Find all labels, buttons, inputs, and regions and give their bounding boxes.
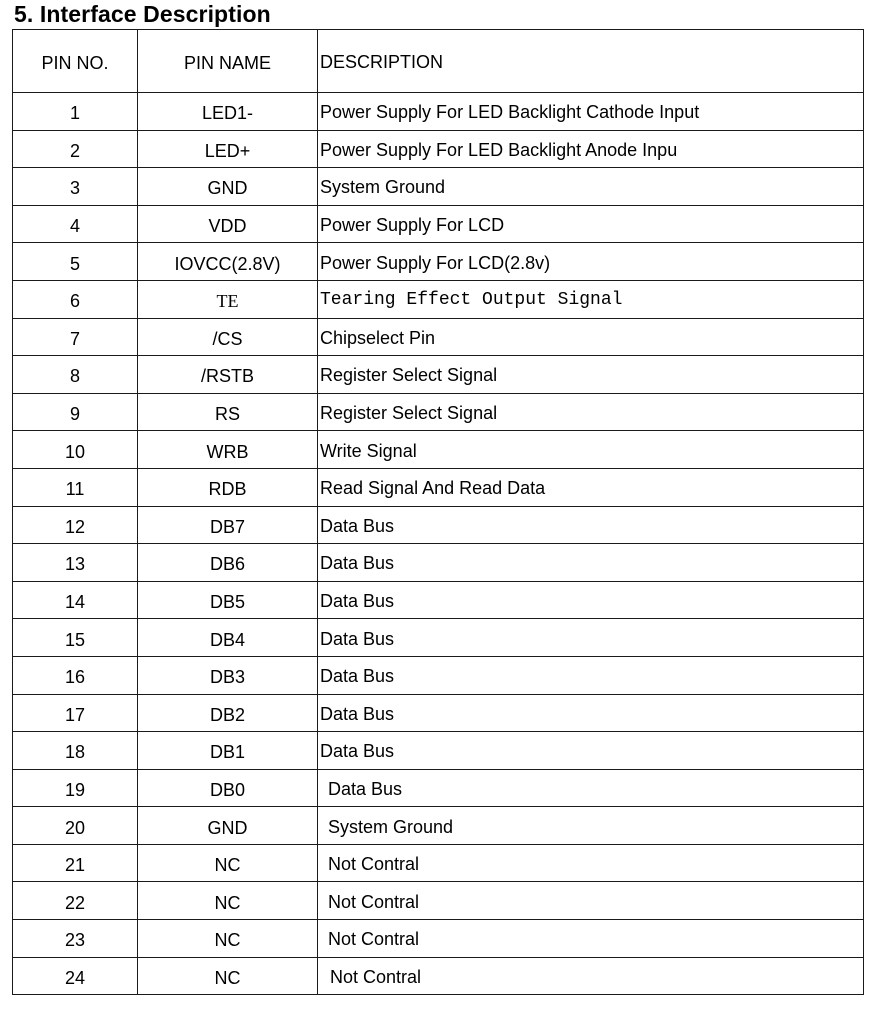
pin-name-cell: GND — [138, 807, 318, 845]
pin-number-cell: 4 — [13, 205, 138, 243]
pin-number-cell: 24 — [13, 957, 138, 995]
pin-description-cell: Not Contral — [318, 920, 864, 958]
pin-name-cell: LED+ — [138, 130, 318, 168]
pin-name-cell: NC — [138, 882, 318, 920]
pin-name-cell: NC — [138, 920, 318, 958]
pin-number-cell: 3 — [13, 168, 138, 206]
table-header-row — [13, 30, 864, 93]
pin-description-cell: System Ground — [318, 168, 864, 206]
pin-name-cell: RS — [138, 393, 318, 431]
pin-description-cell: Chipselect Pin — [318, 318, 864, 356]
section-title: 5. Interface Description — [14, 1, 271, 27]
pin-description-cell: Power Supply For LED Backlight Cathode Input — [318, 93, 864, 131]
table-row — [13, 732, 864, 770]
pin-number-cell: 20 — [13, 807, 138, 845]
pin-name-cell: NC — [138, 957, 318, 995]
table-row — [13, 619, 864, 657]
pin-name-cell: WRB — [138, 431, 318, 469]
pin-name-cell: IOVCC(2.8V) — [138, 243, 318, 281]
pin-name-cell: DB0 — [138, 769, 318, 807]
table-row — [13, 844, 864, 882]
pin-description-cell: Data Bus — [318, 769, 864, 807]
header-description: DESCRIPTION — [318, 30, 864, 93]
pin-number-cell: 12 — [13, 506, 138, 544]
pin-name-cell: VDD — [138, 205, 318, 243]
pin-number-cell: 16 — [13, 656, 138, 694]
pin-number-cell: 23 — [13, 920, 138, 958]
table-row — [13, 468, 864, 506]
table-row — [13, 205, 864, 243]
pin-name-cell: DB1 — [138, 732, 318, 770]
pin-number-cell: 21 — [13, 844, 138, 882]
pin-description-cell: Data Bus — [318, 694, 864, 732]
table-row — [13, 243, 864, 281]
pin-name-cell: GND — [138, 168, 318, 206]
pin-description-cell: Data Bus — [318, 581, 864, 619]
table-row — [13, 393, 864, 431]
pin-number-cell: 2 — [13, 130, 138, 168]
table-row — [13, 280, 864, 318]
pin-number-cell: 5 — [13, 243, 138, 281]
pin-name-cell: DB6 — [138, 544, 318, 582]
table-row — [13, 769, 864, 807]
table-row — [13, 544, 864, 582]
table-row — [13, 656, 864, 694]
pin-description-cell: Write Signal — [318, 431, 864, 469]
pin-name-cell: RDB — [138, 468, 318, 506]
pin-number-cell: 22 — [13, 882, 138, 920]
pin-name-cell: LED1- — [138, 93, 318, 131]
table-row — [13, 168, 864, 206]
pin-description-cell: Read Signal And Read Data — [318, 468, 864, 506]
pin-number-cell: 10 — [13, 431, 138, 469]
pin-name-cell: NC — [138, 844, 318, 882]
pin-name-cell: /CS — [138, 318, 318, 356]
table-row — [13, 431, 864, 469]
pin-name-cell: DB2 — [138, 694, 318, 732]
pin-description-cell: Power Supply For LCD — [318, 205, 864, 243]
pin-description-cell: Data Bus — [318, 544, 864, 582]
pin-number-cell: 6 — [13, 280, 138, 318]
table-row — [13, 356, 864, 394]
table-row — [13, 957, 864, 995]
pin-table — [12, 29, 864, 995]
pin-name-cell: /RSTB — [138, 356, 318, 394]
pin-number-cell: 14 — [13, 581, 138, 619]
pin-description-cell: Power Supply For LED Backlight Anode Inpu — [318, 130, 864, 168]
pin-number-cell: 13 — [13, 544, 138, 582]
table-row — [13, 506, 864, 544]
pin-description-cell: Tearing Effect Output Signal — [318, 280, 864, 318]
pin-number-cell: 19 — [13, 769, 138, 807]
pin-description-cell: System Ground — [318, 807, 864, 845]
table-row — [13, 807, 864, 845]
pin-number-cell: 9 — [13, 393, 138, 431]
table-row — [13, 882, 864, 920]
pin-description-cell: Data Bus — [318, 619, 864, 657]
pin-description-cell: Register Select Signal — [318, 356, 864, 394]
table-row — [13, 130, 864, 168]
table-row — [13, 920, 864, 958]
pin-name-cell: DB5 — [138, 581, 318, 619]
pin-number-cell: 1 — [13, 93, 138, 131]
table-row — [13, 318, 864, 356]
pin-description-cell: Not Contral — [318, 844, 864, 882]
header-pin-no: PIN NO. — [13, 30, 138, 93]
pin-name-cell: DB7 — [138, 506, 318, 544]
pin-description-cell: Power Supply For LCD(2.8v) — [318, 243, 864, 281]
pin-description-cell: Register Select Signal — [318, 393, 864, 431]
pin-description-cell: Data Bus — [318, 656, 864, 694]
pin-description-cell: Not Contral — [318, 882, 864, 920]
pin-number-cell: 8 — [13, 356, 138, 394]
pin-name-cell: DB3 — [138, 656, 318, 694]
table-row — [13, 694, 864, 732]
pin-name-cell: DB4 — [138, 619, 318, 657]
table-row — [13, 93, 864, 131]
pin-description-cell: Not Contral — [318, 957, 864, 995]
pin-description-cell: Data Bus — [318, 506, 864, 544]
pin-number-cell: 7 — [13, 318, 138, 356]
table-row — [13, 581, 864, 619]
pin-description-cell: Data Bus — [318, 732, 864, 770]
pin-number-cell: 17 — [13, 694, 138, 732]
pin-number-cell: 11 — [13, 468, 138, 506]
pin-number-cell: 15 — [13, 619, 138, 657]
header-pin-name: PIN NAME — [138, 30, 318, 93]
pin-name-cell: TE — [138, 280, 318, 318]
pin-number-cell: 18 — [13, 732, 138, 770]
